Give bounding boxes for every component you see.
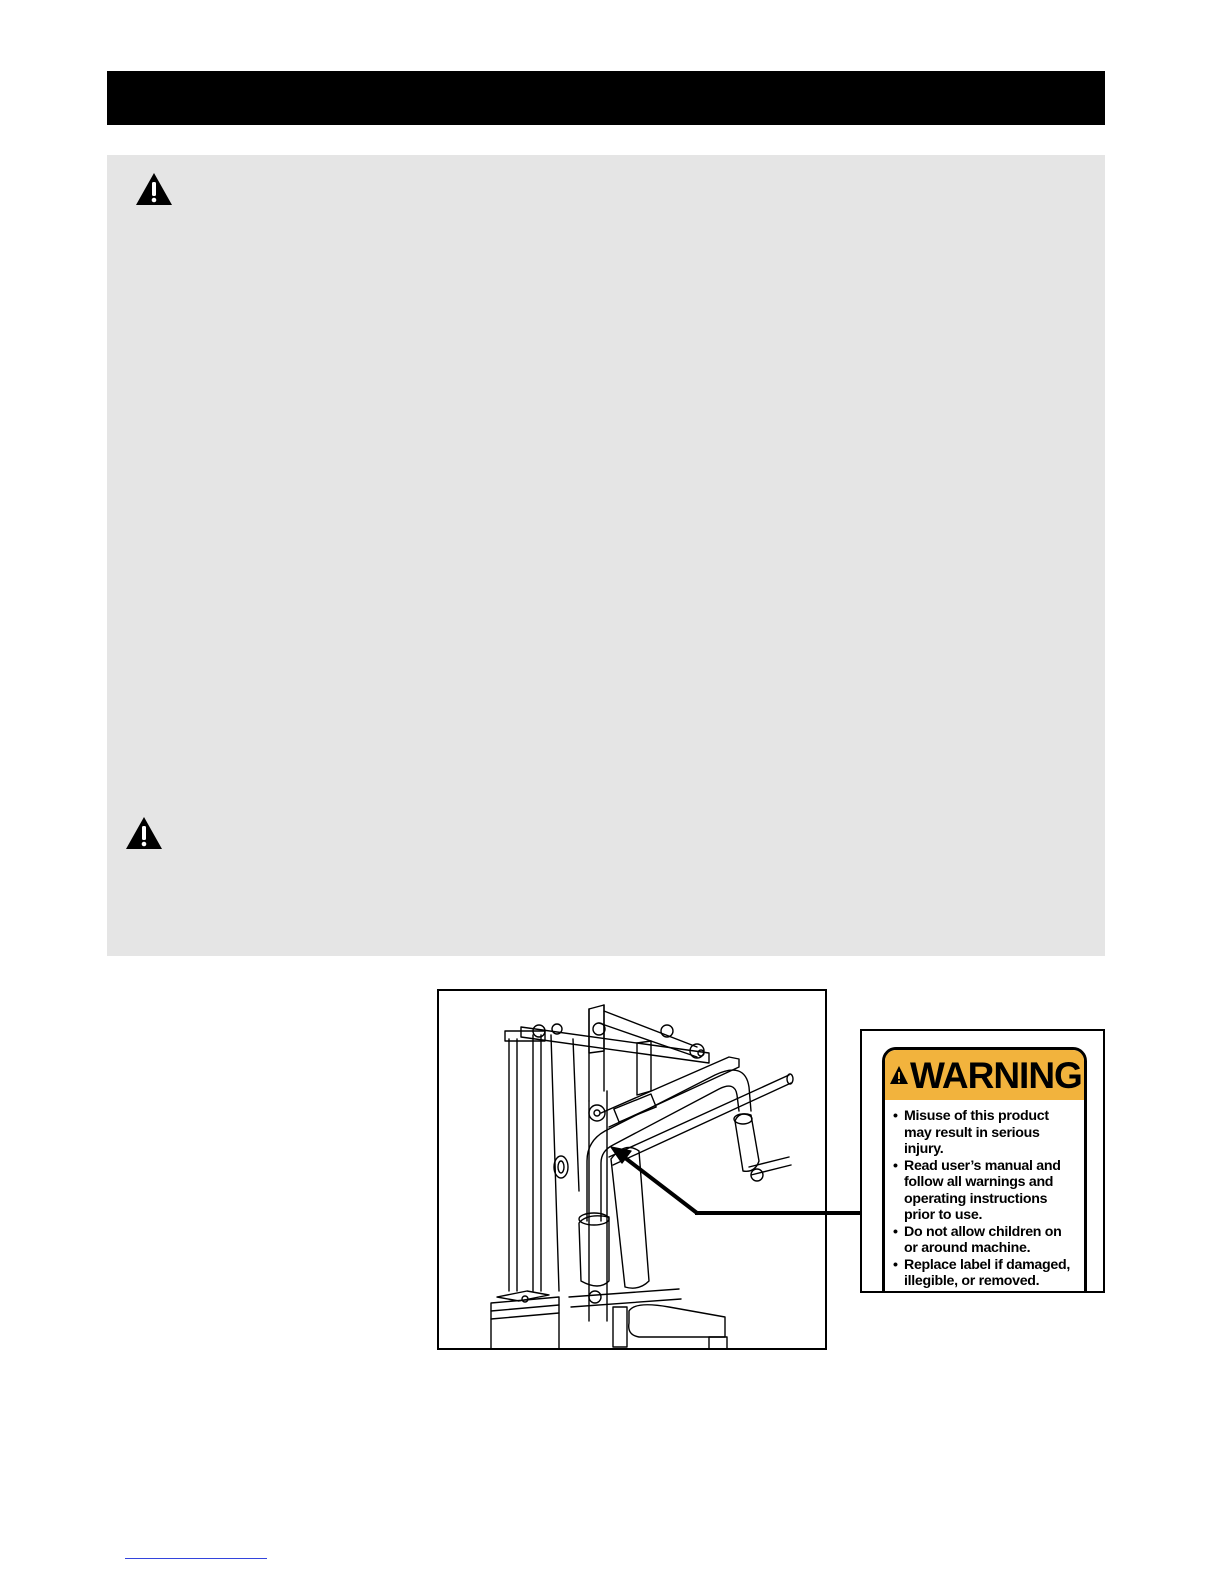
- warning-decal: [882, 1047, 1087, 1293]
- safety-precautions-panel: [107, 155, 1105, 956]
- warning-triangle-icon: [125, 816, 163, 850]
- list-item: • Replace label if damaged, illegible, or removed.: [893, 1257, 1078, 1290]
- warning-decal-title: WARNING: [910, 1054, 1082, 1096]
- list-item: • Do not allow children on or around machine.: [893, 1224, 1078, 1257]
- footer-rule: [125, 1558, 267, 1559]
- section-header-bar: [107, 71, 1105, 125]
- warning-decal-header: [885, 1050, 1084, 1100]
- machine-illustration: [437, 989, 827, 1350]
- warning-decal-footer: [885, 1292, 1084, 1293]
- list-item: • Misuse of this product may result in serious injury.: [893, 1108, 1078, 1158]
- warning-decal-list: [885, 1100, 1084, 1290]
- warning-label-callout: [860, 1029, 1105, 1293]
- warning-triangle-icon: [889, 1065, 909, 1085]
- list-item: • Read user’s manual and follow all warnings and operating instructions prior to use.: [893, 1158, 1078, 1224]
- warning-triangle-icon: [135, 172, 173, 206]
